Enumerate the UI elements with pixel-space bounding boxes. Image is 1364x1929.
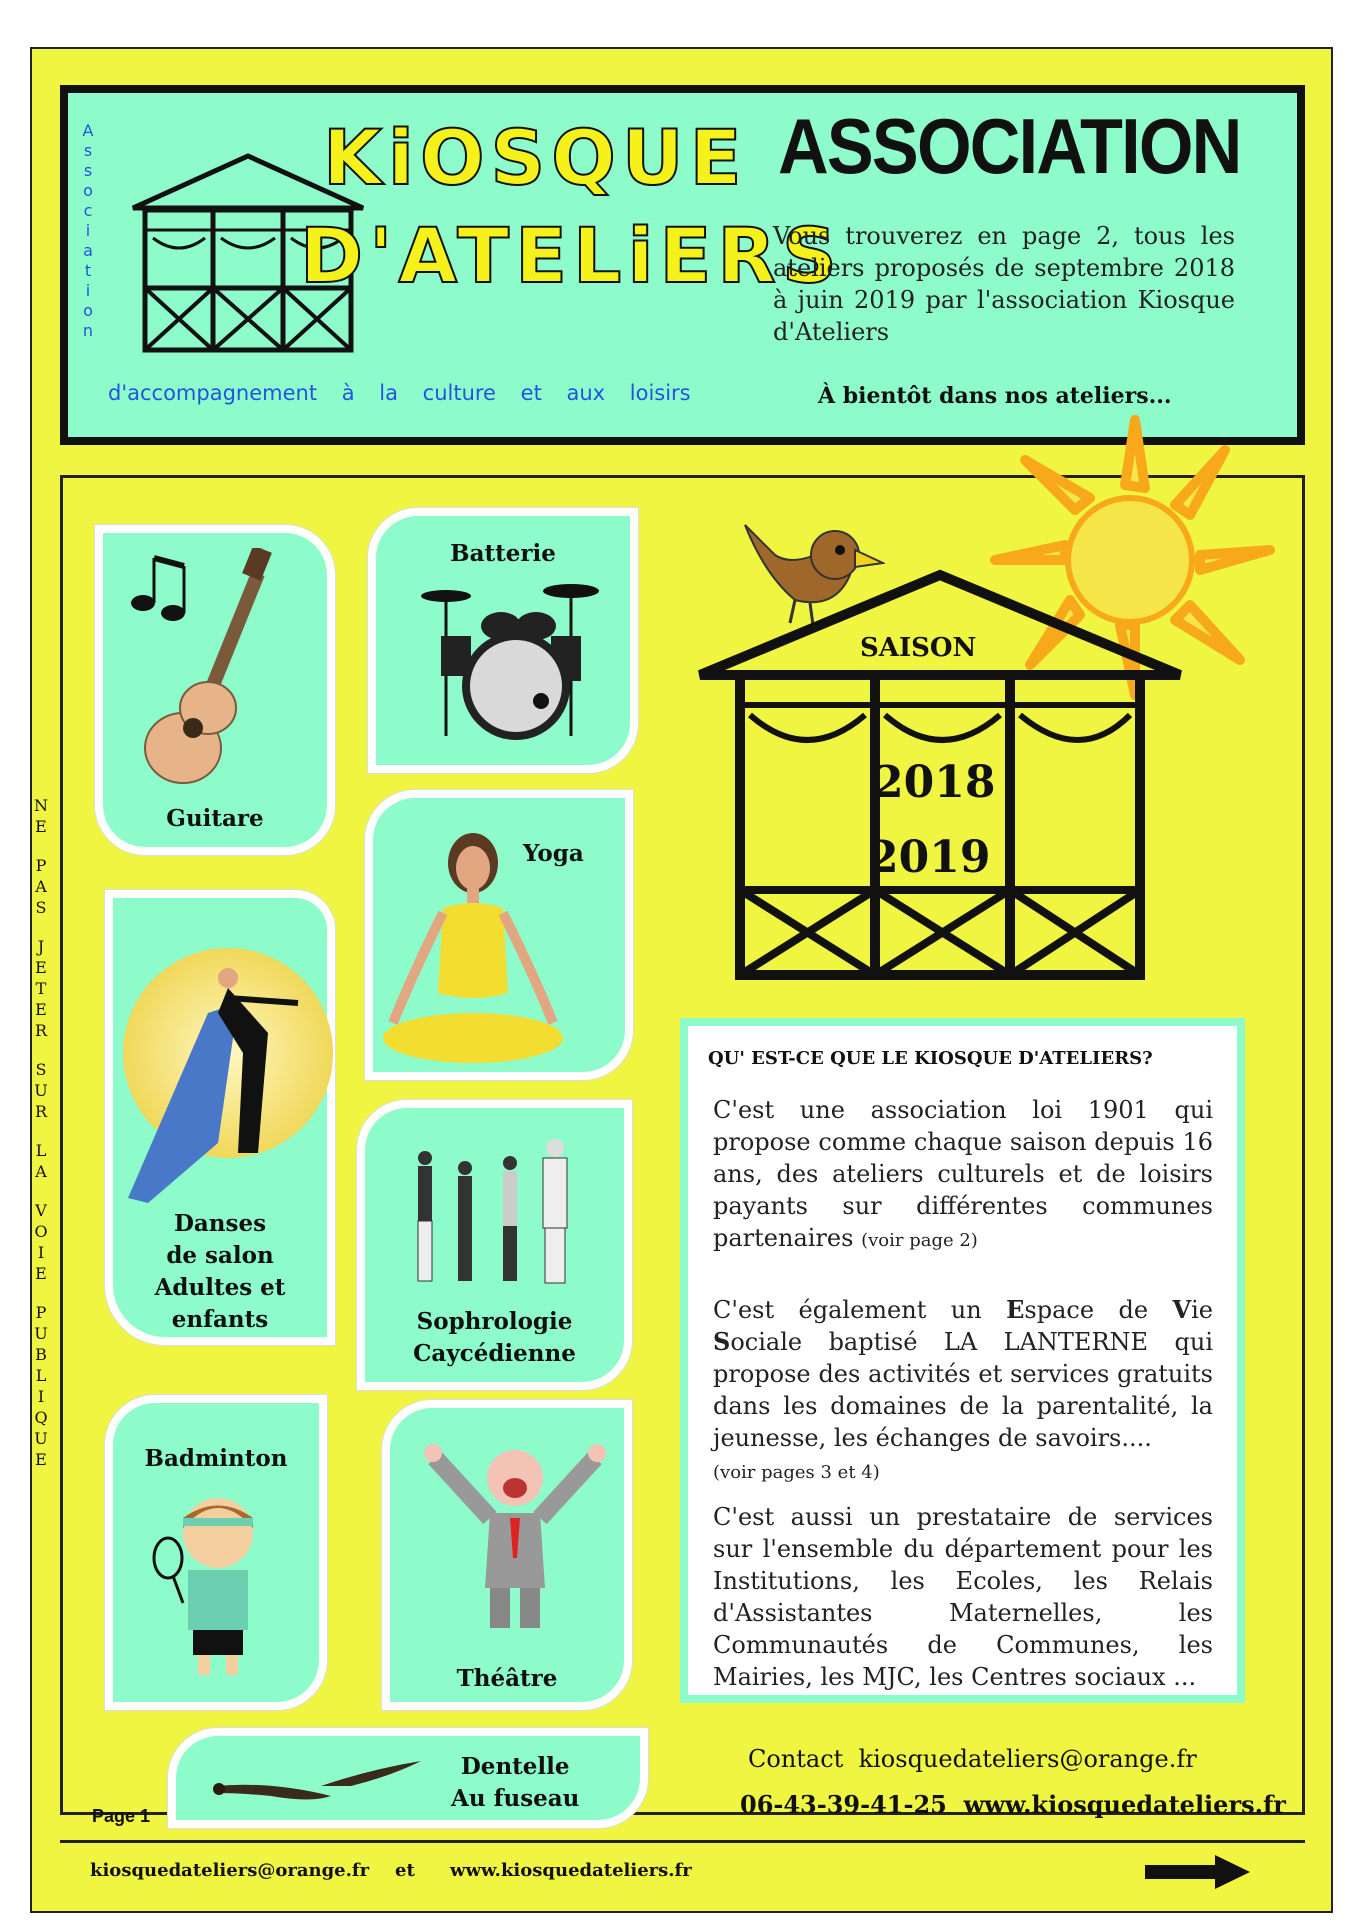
card-guitare <box>95 525 335 855</box>
contact-phone-web-line <box>740 1790 1286 1819</box>
label-danses: Danses de salon Adultes et enfants <box>154 1210 286 1333</box>
theatre-figure-icon <box>415 1418 615 1638</box>
card-theatre <box>382 1400 632 1710</box>
card-dentelle <box>168 1728 648 1828</box>
contact-label: Contact <box>748 1745 844 1773</box>
kiosk-year1: 2018 <box>873 757 996 808</box>
association-title: ASSOCIATION <box>778 102 1241 190</box>
label-theatre: Théâtre <box>456 1665 558 1692</box>
card-sophrologie <box>357 1100 632 1390</box>
drums-icon <box>421 566 601 746</box>
header-intro-text: Vous trouverez en page 2, tous les ateliers proposés de septembre 2018 à juin 2019 par l'association Kiosque d'Ateliers <box>773 222 1235 346</box>
info-box <box>680 1018 1245 1703</box>
info-paragraph-1: C'est une association loi 1901 qui propose comme chaque saison depuis 16 ans, des ateliers culturels et de loisirs payants sur différentes communes partenaires (voir page 2) <box>713 1096 1213 1252</box>
info-paragraph-2: C'est également un Espace de Vie Sociale baptisé LA LANTERNE qui propose des activités et services gratuits dans les domaines de la parentalité, la jeunesse, les échanges de savoirs.... (voir pages 3 et 4) <box>713 1295 1213 1483</box>
footer-divider <box>60 1840 1305 1843</box>
side-vertical-notice: N E P A S J E T E R S U R L A V O I E P U B L I Q U E <box>34 796 48 1469</box>
page-number: Page 1 <box>92 1806 151 1826</box>
sophrology-people-icon <box>405 1128 585 1288</box>
card-batterie <box>368 508 638 773</box>
label-yoga: Yoga <box>523 840 584 867</box>
contact-line <box>748 1745 1197 1773</box>
logo-line2: D'ATELiERS <box>300 211 843 300</box>
kiosk-year2: 2019 <box>868 832 991 883</box>
info-title: QU' EST-CE QUE LE KIOSQUE D'ATELIERS? <box>708 1048 1153 1069</box>
card-badminton <box>105 1395 327 1710</box>
contact-phone: 06-43-39-41-25 <box>740 1790 947 1819</box>
card-danses <box>105 890 335 1345</box>
dancers-icon <box>118 943 333 1203</box>
kiosk-saison-label: SAISON <box>860 633 977 663</box>
info-paragraph-3: C'est aussi un prestataire de services sur l'ensemble du département pour les Institutions, les Ecoles, les Relais d'Assistantes Maternelles, les Communautés de Communes, les Mairies, les MJC, les Centres sociaux ... <box>713 1503 1213 1691</box>
label-badminton: Badminton <box>144 1445 288 1472</box>
yoga-figure-icon <box>383 823 603 1073</box>
label-sophrologie: Sophrologie Caycédienne <box>413 1308 576 1367</box>
badminton-kid-icon <box>148 1488 288 1688</box>
see-you-text: À bientôt dans nos ateliers... <box>818 383 1172 409</box>
footer-website[interactable]: www.kiosquedateliers.fr <box>450 1860 692 1881</box>
header-subtitle: d'accompagnement à la culture et aux loisirs <box>108 381 691 405</box>
label-guitare: Guitare <box>166 805 264 832</box>
footer-email[interactable]: kiosquedateliers@orange.fr <box>90 1860 370 1881</box>
contact-email[interactable]: kiosquedateliers@orange.fr <box>858 1745 1197 1773</box>
logo-line1: KiOSQUE <box>323 113 748 202</box>
contact-website[interactable]: www.kiosquedateliers.fr <box>963 1790 1286 1819</box>
guitar-icon <box>123 548 313 788</box>
lace-bobbins-icon <box>211 1751 431 1811</box>
card-yoga <box>365 790 633 1080</box>
header-banner <box>60 85 1305 445</box>
label-batterie: Batterie <box>450 540 556 567</box>
association-vertical-label: A s s o c i a t i o n <box>82 121 94 340</box>
label-dentelle: Dentelle Au fuseau <box>451 1753 580 1812</box>
footer-and: et <box>395 1860 415 1881</box>
next-page-arrow-icon[interactable] <box>1145 1855 1250 1889</box>
